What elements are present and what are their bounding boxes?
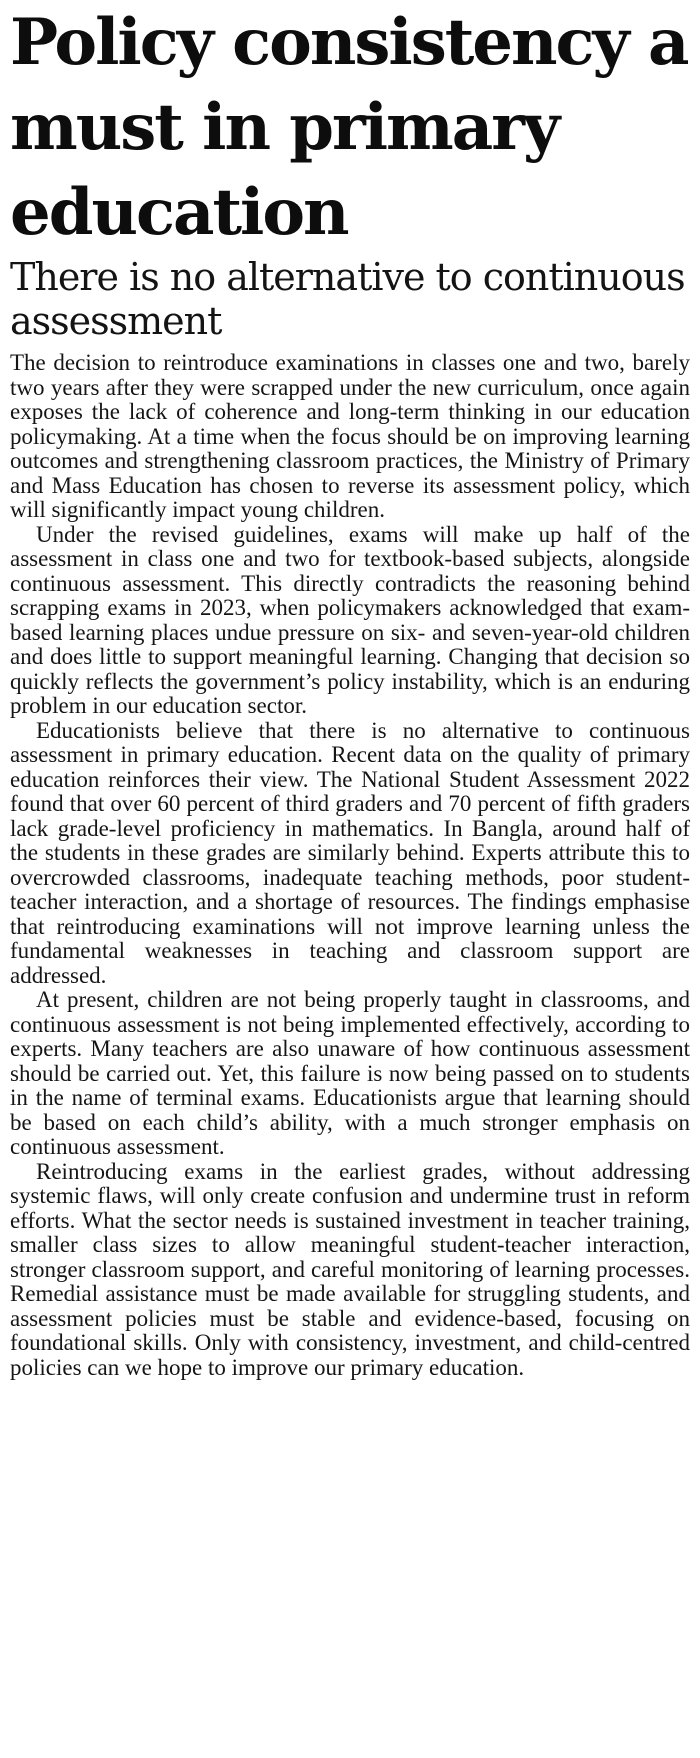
- headline: Policy consistency a must in primary education: [10, 5, 688, 250]
- paragraph-4: At present, children are not being properly taught in classrooms, and continuous assessment is not being implemented effectively, according to experts. Many teachers are also unaware of how continuous assessment should be carried out. Yet, this failure is now being passed on to students in the name of terminal exams. Educationists argue that learning should be based on each child’s ability, with a much stronger emphasis on continuous assessment.: [10, 987, 690, 1159]
- paragraph-1: The decision to reintroduce examinations in classes one and two, barely two years after they were scrapped under the new curriculum, once again exposes the lack of coherence and long-term thinking in our education policymaking. At a time when the focus should be on improving learning outcomes and strengthening classroom practices, the Ministry of Primary and Mass Education has chosen to reverse its assessment policy, which will significantly impact young children.: [10, 350, 690, 522]
- paragraph-2: Under the revised guidelines, exams will make up half of the assessment in class one and two for textbook-based subjects, alongside continuous assessment. This directly contradicts the reasoning behind scrapping exams in 2023, when policymakers acknowledged that exam-based learning places undue pressure on six- and seven-year-old children and does little to support meaningful learning. Changing that decision so quickly reflects the government’s policy instability, which is an enduring problem in our education sector.: [10, 521, 690, 718]
- paragraph-3: Educationists believe that there is no alternative to continuous assessment in primary education. Recent data on the quality of primary education reinforces their view. The National Student Assessment 2022 found that over 60 percent of third graders and 70 percent of fifth graders lack grade-level proficiency in mathematics. In Bangla, around half of the students in these grades are similarly behind. Experts attribute this to overcrowded classrooms, inadequate teaching methods, poor student-teacher interaction, and a shortage of resources. The findings emphasise that reintroducing examinations will not improve learning unless the fundamental weaknesses in teaching and classroom support are addressed.: [10, 717, 690, 988]
- article-body: [10, 351, 690, 1380]
- subheadline: There is no alternative to continuous assessment: [10, 255, 685, 343]
- paragraph-5: Reintroducing exams in the earliest grades, without addressing systemic flaws, will only create confusion and undermine trust in reform efforts. What the sector needs is sustained investment in teacher training, smaller class sizes to allow meaningful student-teacher interaction, stronger classroom support, and careful monitoring of learning processes. Remedial assistance must be made available for struggling students, and assessment policies must be stable and evidence-based, focusing on foundational skills. Only with consistency, investment, and child-centred policies can we hope to improve our primary education.: [10, 1158, 690, 1380]
